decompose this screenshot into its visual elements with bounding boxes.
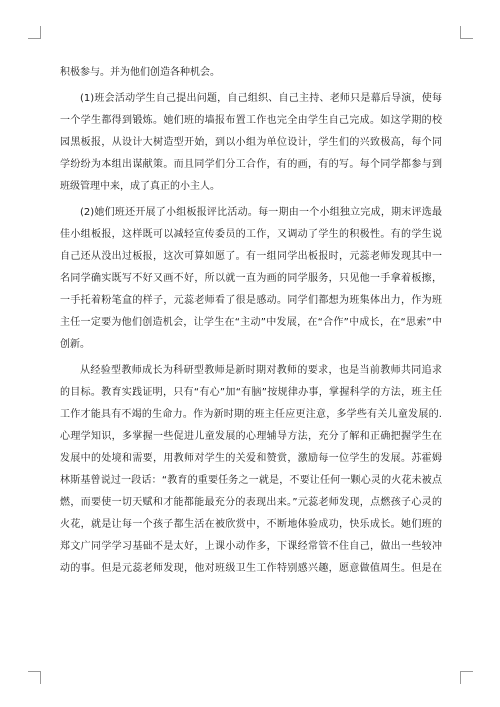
text-line: 心理学知识，多掌握一些促进儿童发展的心理辅导方法，充分了解和正确把握学生在	[60, 431, 442, 442]
text-line: 创新。	[60, 339, 90, 350]
text-line: 火花，就是让每一个孩子都生活在被欣赏中，不断地体验成功，快乐成长。她们班的	[60, 519, 442, 530]
text-line: 燃，而要使一切天赋和才能都能最充分的表现出来。”元蕊老师发现，点燃孩子心灵的	[60, 497, 442, 508]
text-line: 班级管理中来，成了真正的小主人。	[60, 181, 220, 192]
paragraph-intro	[60, 62, 442, 84]
text-line: (2)她们班还开展了小组板报评比活动。每一期由一个小组独立完成，期末评选最	[80, 207, 442, 218]
text-line: 佳小组板报，这样既可以减轻宣传委员的工作，又调动了学生的积极性。有的学生说	[60, 229, 442, 240]
text-line: 从经验型教师成长为科研型教师是新时期对教师的要求，也是当前教师共同追求	[80, 365, 442, 376]
text-line: 发展中的处境和需要，用教师对学生的关爱和赞赏，激励每一位学生的发展。苏霍姆	[60, 453, 442, 464]
text-line: 动的事。但是元蕊老师发现，他对班级卫生工作特别感兴趣，愿意做值周生。但是在	[60, 563, 442, 574]
text-line: 园黑板报，从设计大树造型开始，到以小组为单位设计，学生们的兴致极高，每个同	[60, 137, 442, 148]
text-line: (1)班会活动学生自己提出问题，自己组织、自己主持、老师只是幕后导演，使每	[80, 93, 442, 104]
text-line: 自己还从没出过板报，这次可算如愿了。有一组同学出板报时，元蕊老师发现其中一	[60, 251, 442, 262]
paragraph-class-meeting	[60, 88, 442, 198]
document-body	[60, 62, 442, 584]
text-line: 主任一定要为他们创造机会，让学生在“主动”中发展，在“合作”中成长，在“思索”中	[60, 317, 442, 328]
paragraph-teacher-growth	[60, 360, 442, 580]
text-line: 名同学确实既写不好又画不好，所以就一直为画的同学服务，只见他一手拿着板擦，	[60, 273, 442, 284]
crop-mark-bottom-right	[460, 671, 473, 684]
text-line: 学纷纷为本组出谋献策。而且同学们分工合作，有的画，有的写。每个同学都参与到	[60, 159, 442, 170]
text-line: 工作才能具有不竭的生命力。作为新时期的班主任应更注意，多学些有关儿童发展的.	[60, 409, 442, 420]
text-line: 林斯基曾说过一段话：“教育的重要任务之一就是，不要让任何一颗心灵的火花未被点	[60, 475, 442, 486]
crop-mark-top-right	[460, 26, 473, 39]
crop-mark-bottom-left	[28, 671, 41, 684]
text-line: 积极参与。并为他们创造各种机会。	[60, 67, 220, 78]
text-line: 一手托着粉笔盒的样子，元蕊老师看了很是感动。同学们都想为班集体出力，作为班	[60, 295, 442, 306]
text-line: 一个学生都得到锻炼。她们班的墙报布置工作也完全由学生自己完成。如这学期的校	[60, 115, 442, 126]
crop-mark-top-left	[28, 26, 41, 39]
text-line: 郑文广同学学习基础不是太好，上课小动作多，下课经常管不住自己，做出一些较冲	[60, 541, 442, 552]
paragraph-board-competition	[60, 202, 442, 356]
text-line: 的目标。教育实践证明，只有“有心”加“有脑”按规律办事，掌握科学的方法，班主任	[60, 387, 442, 398]
